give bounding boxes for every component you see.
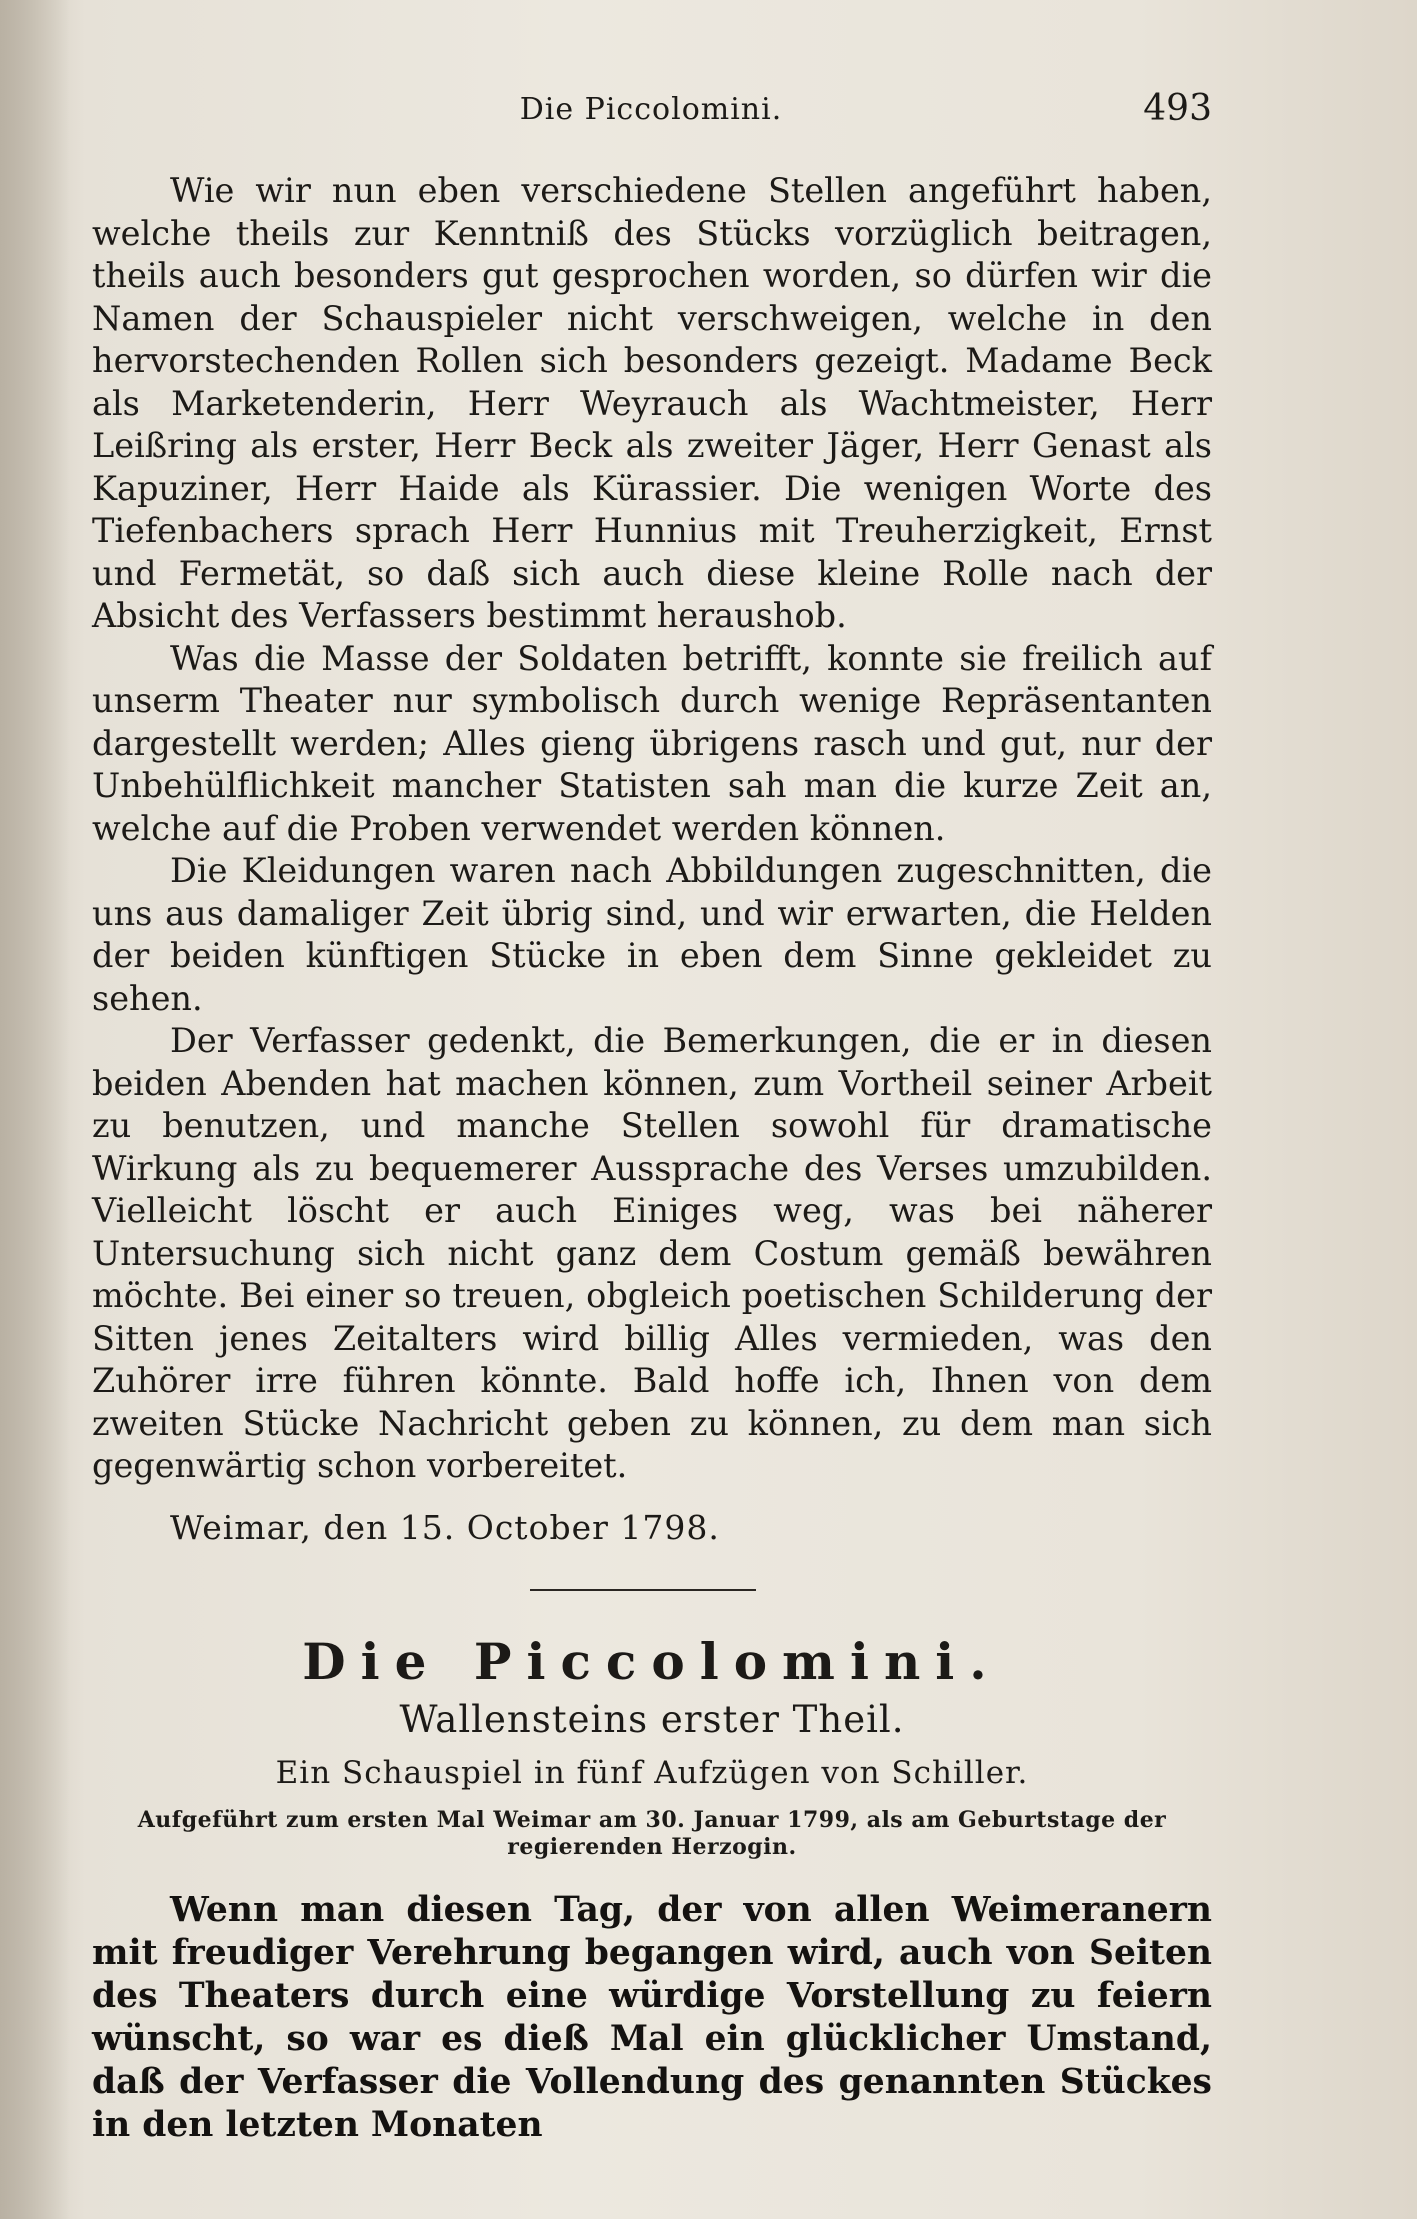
- dateline: Weimar, den 15. October 1798.: [170, 1508, 720, 1547]
- paragraph: Wenn man diesen Tag, der von allen Weimeranern mit freudiger Verehrung begangen wird, auch von Seiten des Theaters durch eine würdige Vorstellung zu feiern wünscht, so war es dieß Mal ein glücklicher Umstand, daß der Verfasser die Vollendung des genannten Stückes in den letzten Monaten: [92, 1890, 1212, 2145]
- section-description: Ein Schauspiel in fünf Aufzügen von Schiller.: [275, 1755, 1029, 1791]
- performance-note: Aufgeführt zum ersten Mal Weimar am 30. Januar 1799, als am Geburtstage der regierenden Herzogin.: [137, 1807, 1167, 1860]
- paragraph: Die Kleidungen waren nach Abbildungen zugeschnitten, die uns aus damaliger Zeit übrig sind, und wir erwarten, die Helden der beiden künftigen Stücke in eben dem Sinne gekleidet zu sehen.: [92, 851, 1212, 1018]
- running-title: Die Piccolomini.: [519, 92, 783, 127]
- section-subtitle: Wallensteins erster Theil.: [399, 1698, 905, 1741]
- running-head: [90, 88, 1212, 138]
- section-text: [92, 1889, 1212, 2147]
- page-gutter-shadow: [0, 0, 70, 2219]
- main-text: [92, 170, 1212, 1488]
- section-divider: [530, 1589, 756, 1591]
- page-number: 493: [1143, 88, 1212, 129]
- paragraph: Was die Masse der Soldaten betrifft, konnte sie freilich auf unserm Theater nur symbolisch durch wenige Repräsentanten dargestellt werden; Alles gieng übrigens rasch und gut, nur der Unbehülflichkeit mancher Statisten sah man die kurze Zeit an, welche auf die Proben verwendet werden können.: [92, 638, 1212, 848]
- section-title: Die Piccolomini.: [302, 1632, 1002, 1691]
- paragraph: Wie wir nun eben verschiedene Stellen angeführt haben, welche theils zur Kenntniß des Stücks vorzüglich beitragen, theils auch besonders gut gesprochen worden, so dürfen wir die Namen der Schauspieler nicht verschweigen, welche in den hervorstechenden Rollen sich besonders gezeigt. Madame Beck als Marketenderin, Herr Weyrauch als Wachtmeister, Herr Leißring als erster, Herr Beck als zweiter Jäger, Herr Genast als Kapuziner, Herr Haide als Kürassier. Die wenigen Worte des Tiefenbachers sprach Herr Hunnius mit Treuherzigkeit, Ernst und Fermetät, so daß sich auch diese kleine Rolle nach der Absicht des Verfassers bestimmt heraushob.: [92, 171, 1212, 635]
- paragraph: Der Verfasser gedenkt, die Bemerkungen, die er in diesen beiden Abenden hat machen können, zum Vortheil seiner Arbeit zu benutzen, und manche Stellen sowohl für dramatische Wirkung als zu bequemerer Aussprache des Verses umzubilden. Vielleicht löscht er auch Einiges weg, was bei näherer Untersuchung sich nicht ganz dem Costum gemäß bewähren möchte. Bei einer so treuen, obgleich poetischen Schilderung der Sitten jenes Zeitalters wird billig Alles vermieden, was den Zuhörer irre führen könnte. Bald hoffe ich, Ihnen von dem zweiten Stücke Nachricht geben zu können, zu dem man sich gegenwärtig schon vorbereitet.: [92, 1021, 1212, 1485]
